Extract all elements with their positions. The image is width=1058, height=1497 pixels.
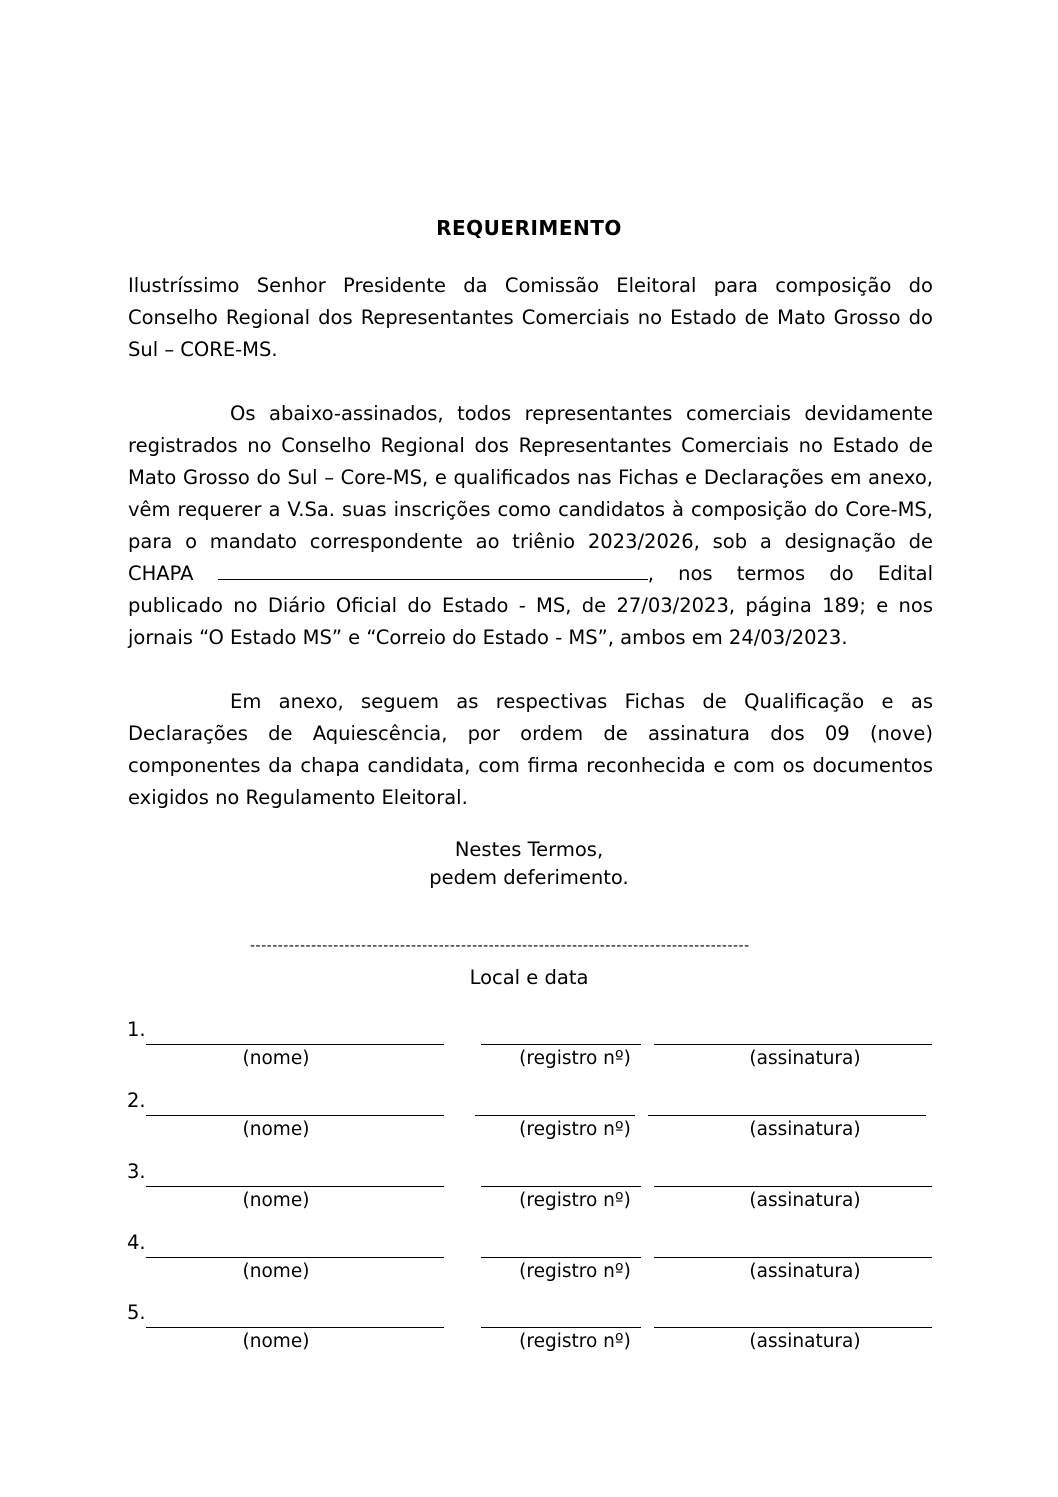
registry-line[interactable] [475,1115,635,1116]
signature-number: 2. [127,1089,146,1112]
chapa-name-blank-line[interactable] [218,559,648,580]
name-caption: (nome) [242,1119,310,1140]
request-text-after-blank: , nos termos do Edital publicado no Diário Oficial do Estado - MS, de 27/03/2023, página 189; e nos jornais “O Estado MS” e “Correio do Estado - MS”, ambos em 24/03/2023. [128,562,934,649]
signature-row [0,1231,1058,1291]
name-line[interactable] [146,1115,444,1116]
signature-caption: (assinatura) [749,1048,861,1069]
name-line[interactable] [146,1327,444,1328]
annex-paragraph [128,686,933,814]
signature-caption: (assinatura) [749,1119,861,1140]
signature-line[interactable] [654,1044,932,1045]
signature-number: 4. [127,1231,146,1254]
signature-caption: (assinatura) [749,1331,861,1352]
name-caption: (nome) [242,1331,310,1352]
signature-row [0,1160,1058,1220]
registry-line[interactable] [481,1044,641,1045]
closing-terms: Nestes Termos, [454,838,604,861]
registry-caption: (registro nº) [519,1190,631,1211]
request-paragraph [128,398,933,654]
place-date-dashed-line[interactable]: ------------------------------------------------------------------------------------------ [250,938,750,954]
signature-line[interactable] [648,1115,926,1116]
signature-row [0,1018,1058,1078]
registry-line[interactable] [481,1327,641,1328]
closing-request: pedem deferimento. [429,866,629,889]
name-line[interactable] [146,1186,444,1187]
signature-line[interactable] [654,1257,932,1258]
registry-line[interactable] [481,1257,641,1258]
name-caption: (nome) [242,1190,310,1211]
signature-row [0,1301,1058,1361]
signature-caption: (assinatura) [749,1261,861,1282]
name-line[interactable] [146,1257,444,1258]
signature-number: 1. [127,1018,146,1041]
signature-number: 3. [127,1160,146,1183]
name-line[interactable] [146,1044,444,1045]
address-paragraph: Ilustríssimo Senhor Presidente da Comissão Eleitoral para composição do Conselho Regional dos Representantes Comerciais no Estado de Mato Grosso do Sul – CORE-MS. [128,274,933,361]
signature-line[interactable] [654,1186,932,1187]
registry-caption: (registro nº) [519,1261,631,1282]
name-caption: (nome) [242,1261,310,1282]
signature-caption: (assinatura) [749,1190,861,1211]
signature-row [0,1089,1058,1149]
registry-caption: (registro nº) [519,1331,631,1352]
registry-caption: (registro nº) [519,1119,631,1140]
registry-caption: (registro nº) [519,1048,631,1069]
annex-text: Em anexo, seguem as respectivas Fichas de Qualificação e as Declarações de Aquiescência, por ordem de assinatura dos 09 (nove) componentes da chapa candidata, com firma reconhecida e com os documentos exigidos no Regulamento Eleitoral. [128,690,933,809]
document-title: REQUERIMENTO [436,216,622,240]
signature-line[interactable] [654,1327,932,1328]
signature-number: 5. [127,1301,146,1324]
place-date-label: Local e data [469,966,589,989]
registry-line[interactable] [481,1186,641,1187]
name-caption: (nome) [242,1048,310,1069]
request-text-before-blank: Os abaixo-assinados, todos representantes comerciais devidamente registrados no Conselho Regional dos Representantes Comerciais no Estado de Mato Grosso do Sul – Core-MS, e qualificados nas Fichas e Declarações em anexo, vêm requerer a V.Sa. suas inscrições como candidatos à composição do Core-MS, para o mandato correspondente ao triênio 2023/2026, sob a designação de CHAPA [128,402,933,585]
